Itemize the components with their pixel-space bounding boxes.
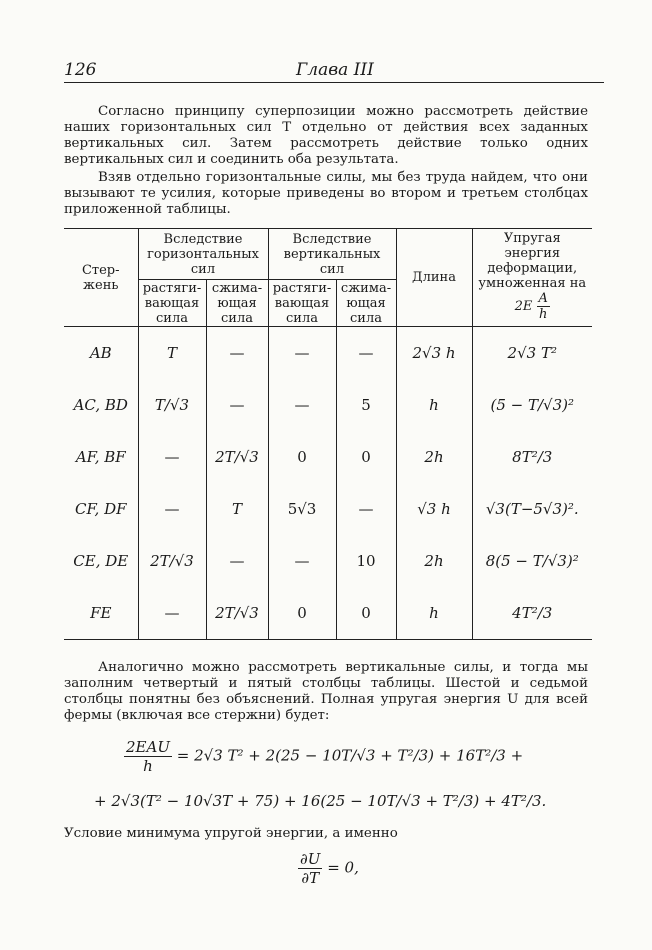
- page-header: [64, 60, 604, 83]
- h-compression: 2T/√3: [206, 587, 268, 640]
- length: 2√3 h: [396, 327, 472, 380]
- energy-factor-den: h: [539, 307, 548, 322]
- header-h-tension: растяги-вающая сила: [138, 280, 206, 327]
- h-tension: —: [138, 483, 206, 535]
- table-row: [64, 535, 592, 587]
- header-horizontal: Вследствие горизонтальных сил: [138, 229, 268, 280]
- chapter-title: Глава III: [296, 60, 374, 80]
- derivative-den: ∂T: [301, 869, 320, 887]
- lhs-fraction: [124, 738, 172, 775]
- forces-table: [64, 228, 592, 640]
- rod-name: AC, BD: [73, 395, 128, 414]
- length: √3 h: [396, 483, 472, 535]
- v-tension: —: [268, 535, 336, 587]
- energy: 2√3 T²: [472, 327, 592, 380]
- table-row: [64, 379, 592, 431]
- v-tension: 0: [268, 587, 336, 640]
- lhs-num: 2EAU: [126, 738, 170, 756]
- energy-equation-line2: [94, 792, 546, 810]
- after-text: [64, 660, 588, 724]
- energy: √3(T−5√3)².: [472, 483, 592, 535]
- table-row: [64, 431, 592, 483]
- table-row: [64, 327, 592, 380]
- energy: 8(5 − T/√3)²: [472, 535, 592, 587]
- rod-name: CF, DF: [74, 499, 127, 518]
- v-compression: 0: [336, 431, 396, 483]
- h-compression: 2T/√3: [206, 431, 268, 483]
- length: 2h: [396, 431, 472, 483]
- length: 2h: [396, 535, 472, 587]
- header-h-compression: сжима-ющая сила: [206, 280, 268, 327]
- h-tension: T/√3: [138, 379, 206, 431]
- table-row: [64, 587, 592, 640]
- v-tension: —: [268, 327, 336, 380]
- v-compression: —: [336, 327, 396, 380]
- h-compression: —: [206, 379, 268, 431]
- h-compression: —: [206, 327, 268, 380]
- table-row: [64, 483, 592, 535]
- rod-name: FE: [90, 603, 112, 622]
- intro-text: [64, 104, 588, 218]
- header-v-compression: сжима-ющая сила: [336, 280, 396, 327]
- paragraph: Аналогично можно рассмотреть вертикальные силы, и тогда мы заполним четвертый и пятый столбцы таблицы. Шестой и седьмой столбцы понятны без объяснений. Полная упругая энергия U для всей фермы (включая все стержни) будет:: [64, 660, 588, 723]
- v-tension: 0: [268, 431, 336, 483]
- energy-header-text: Упругая энергия деформации, умноженная на: [478, 231, 587, 291]
- header-length: Длина: [396, 229, 472, 327]
- v-compression: 10: [336, 535, 396, 587]
- energy-equation-line1: [124, 738, 523, 775]
- condition-text: Условие минимума упругой энергии, а именно: [64, 826, 398, 841]
- rod-name: AB: [89, 343, 112, 362]
- h-tension: T: [138, 327, 206, 380]
- h-tension: —: [138, 587, 206, 640]
- rod-name: CE, DE: [73, 551, 129, 570]
- header-vertical: Вследствие вертикальных сил: [268, 229, 396, 280]
- equation-line2: + 2√3(T² − 10√3T + 75) + 16(25 − 10T/√3 + T²/3) + 4T²/3.: [94, 792, 547, 810]
- length: h: [396, 587, 472, 640]
- length: h: [396, 379, 472, 431]
- energy-factor-num: A: [538, 291, 548, 306]
- paragraph: Согласно принципу суперпозиции можно рассмотреть действие наших горизонтальных сил T отдельно от действия всех заданных вертикальных сил. Затем рассмотреть действие только одних вертикальных сил и соединить оба результата.: [64, 104, 588, 167]
- paragraph: Взяв отдельно горизонтальные силы, мы без труда найдем, что они вызывают те усилия, которые приведены во втором и третьем столбцах приложенной таблицы.: [64, 170, 588, 217]
- h-compression: —: [206, 535, 268, 587]
- v-compression: 0: [336, 587, 396, 640]
- v-compression: —: [336, 483, 396, 535]
- derivative-num: ∂U: [300, 850, 321, 868]
- derivative-equation: [298, 850, 359, 887]
- v-tension: —: [268, 379, 336, 431]
- header-rod: Стер-жень: [64, 229, 138, 327]
- rod-name: AF, BF: [75, 447, 126, 466]
- energy: (5 − T/√3)²: [472, 379, 592, 431]
- equation-line1: = 2√3 T² + 2(25 − 10T/√3 + T²/3) + 16T²/3 +: [176, 746, 524, 765]
- page-number: 126: [64, 60, 97, 80]
- energy: 4T²/3: [472, 587, 592, 640]
- h-tension: 2T/√3: [138, 535, 206, 587]
- v-tension: 5√3: [268, 483, 336, 535]
- h-tension: —: [138, 431, 206, 483]
- header-energy: [472, 229, 592, 327]
- derivative-rhs: = 0,: [327, 858, 359, 877]
- h-compression: T: [206, 483, 268, 535]
- energy-factor-fraction: [537, 291, 550, 322]
- derivative-fraction: [298, 850, 322, 887]
- energy: 8T²/3: [472, 431, 592, 483]
- header-v-tension: растяги-вающая сила: [268, 280, 336, 327]
- v-compression: 5: [336, 379, 396, 431]
- energy-factor-prefix: 2E: [514, 299, 533, 314]
- lhs-den: h: [143, 757, 153, 775]
